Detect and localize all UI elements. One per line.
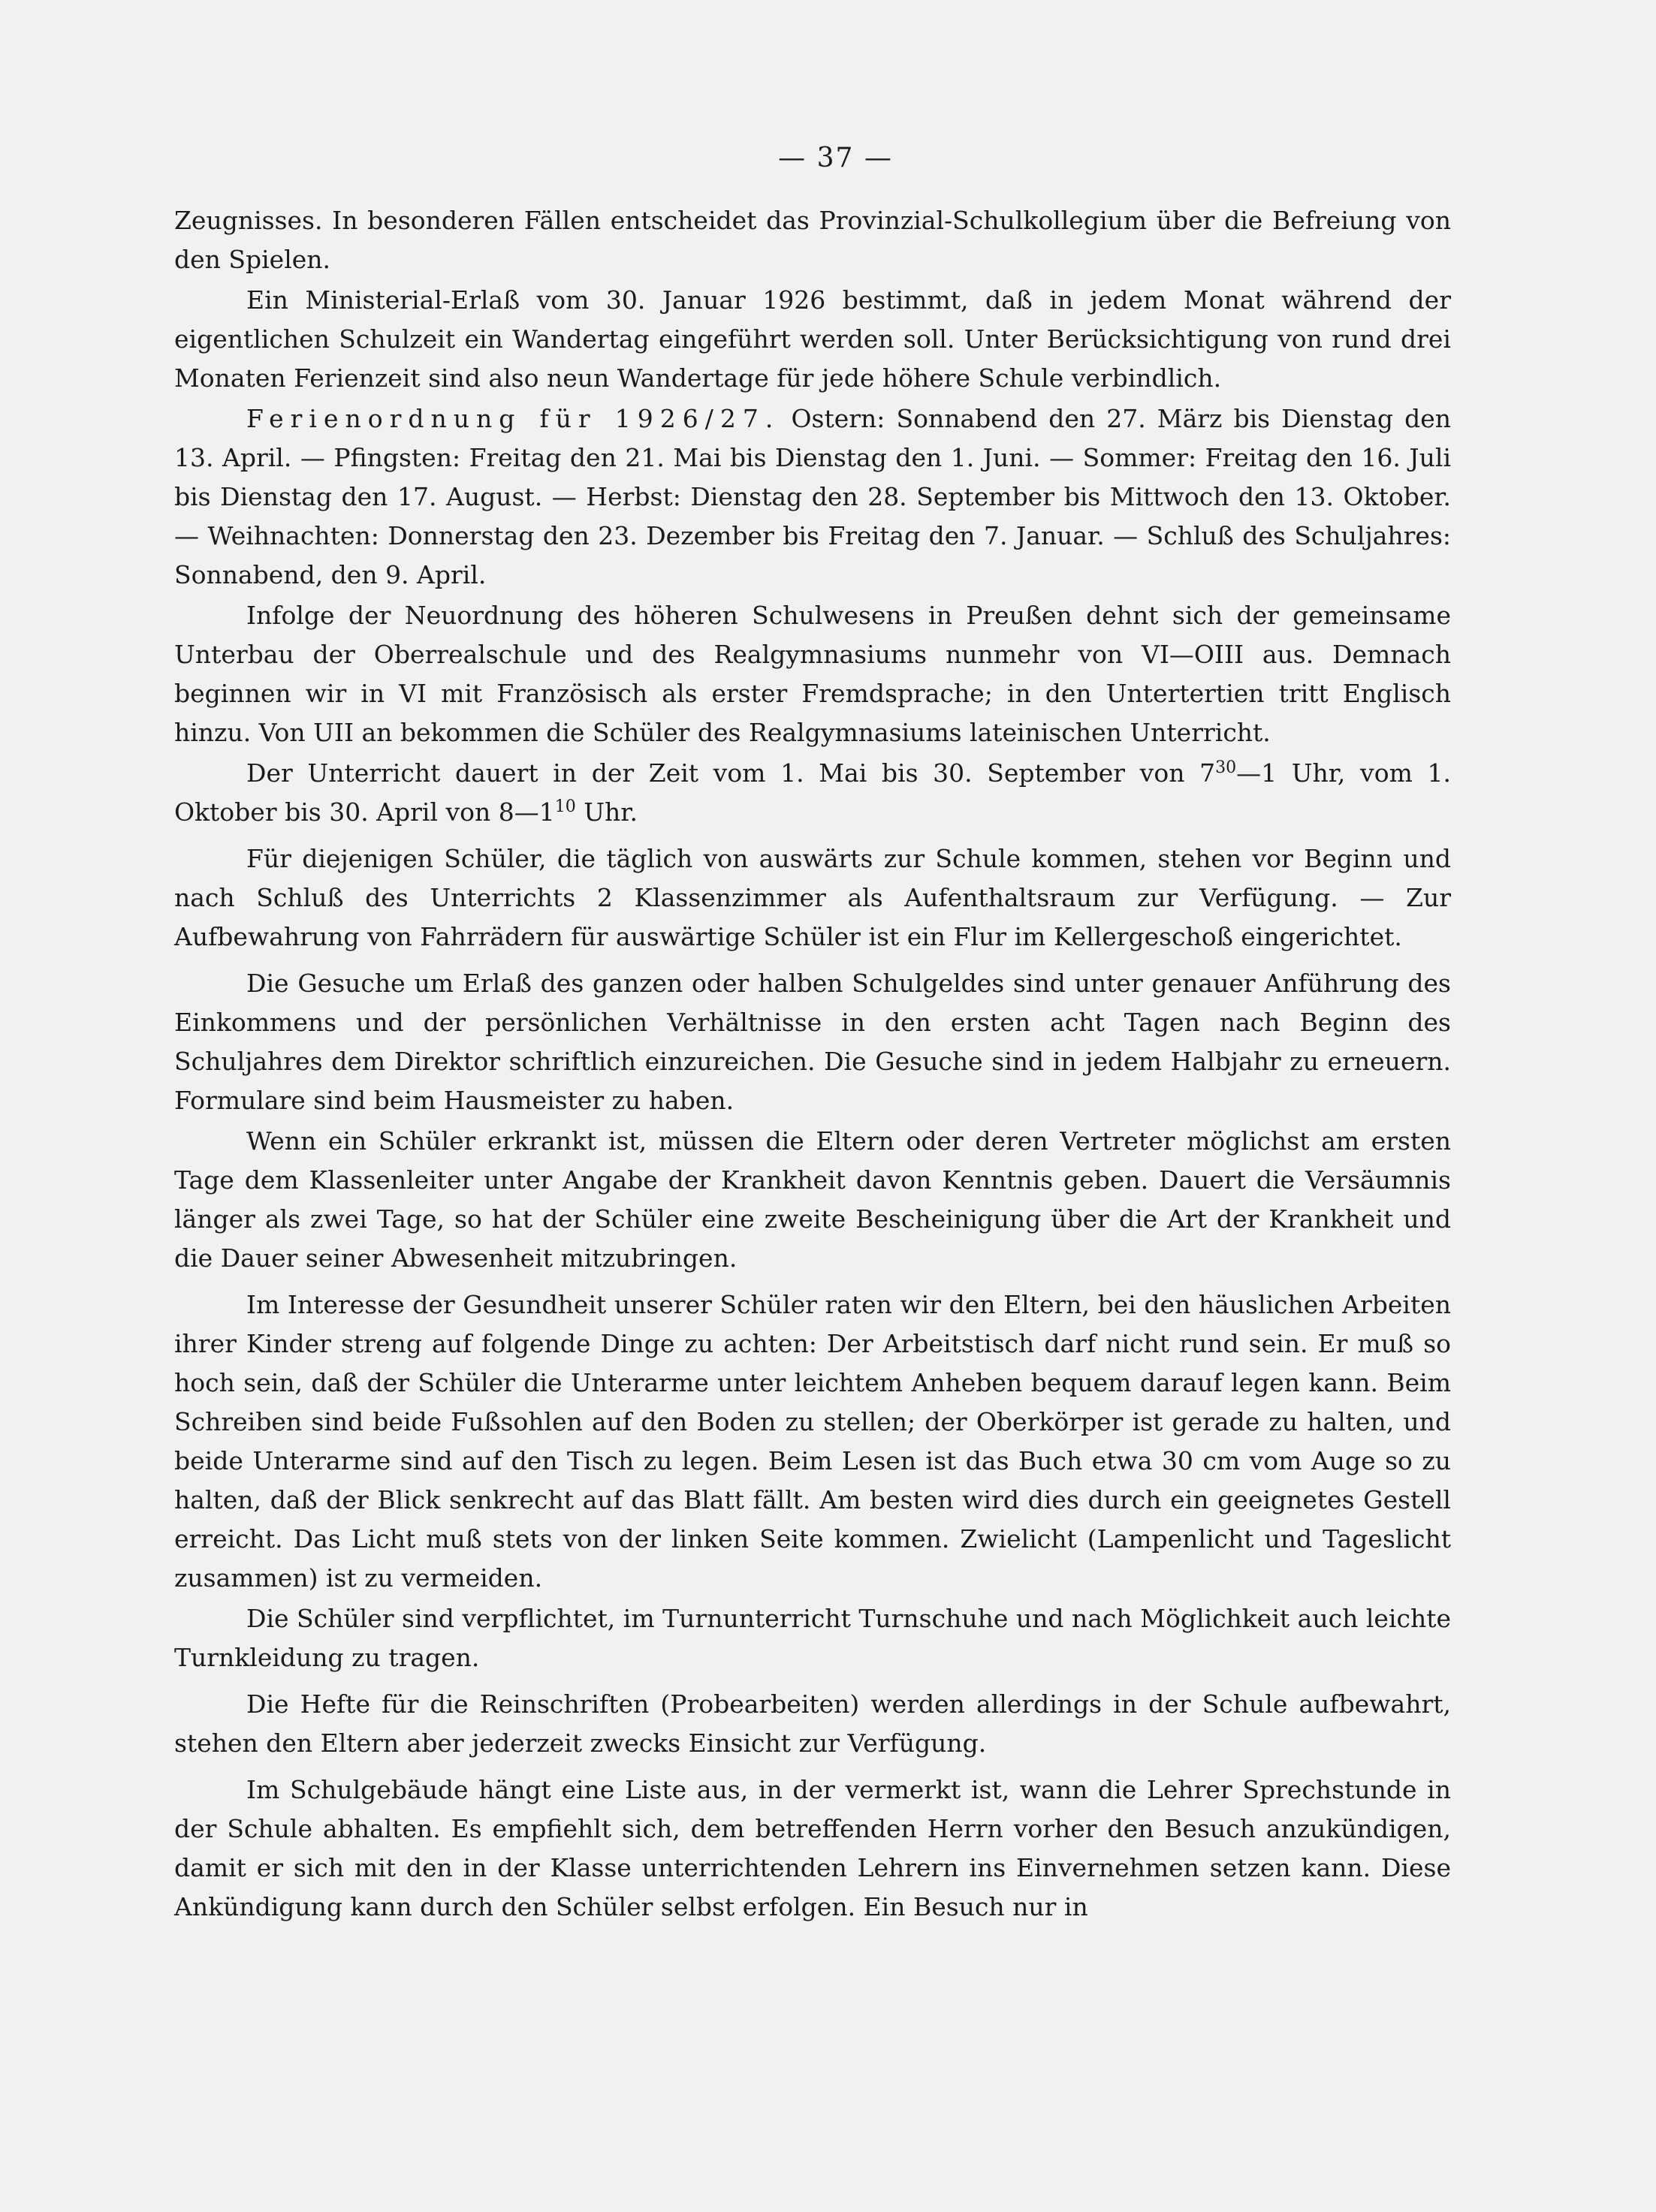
- paragraph-hefte: Die Hefte für die Reinschriften (Probearbeiten) werden allerdings in der Schule aufbewahrt, stehen den Eltern aber jederzeit zwecks Einsicht zur Verfügung.: [174, 1689, 1451, 1758]
- ferienordnung-heading: Ferienordnung für 1926/27.: [246, 404, 780, 433]
- paragraph-sprechstunde: Im Schulgebäude hängt eine Liste aus, in der vermerkt ist, wann die Lehrer Sprechstunde in der Schule abhalten. Es empfiehlt sich, dem betreffenden Herrn vorher den Besuch anzukündigen, damit er sich mit den in der Klasse unterrichtenden Lehrern ins Einvernehmen setzen kann. Diese Ankündigung kann durch den Schüler selbst erfolgen. Ein Besuch nur in: [174, 1775, 1451, 1921]
- paragraph-neuordnung: Infolge der Neuordnung des höheren Schulwesens in Preußen dehnt sich der gemeinsame Unterbau der Oberrealschule und des Realgymnasiums nunmehr von VI—OIII aus. Demnach beginnen wir in VI mit Französisch als erster Fremdsprache; in den Untertertien tritt Englisch hinzu. Von UII an bekommen die Schüler des Realgymnasiums lateinischen Unterricht.: [174, 601, 1451, 747]
- paragraph-spiele: Zeugnisses. In besonderen Fällen entscheidet das Provinzial-Schulkollegium über die Befreiung von den Spielen.: [174, 206, 1451, 274]
- paragraph-ferienordnung: [174, 399, 1451, 595]
- unterrichtszeit-part-3: Uhr.: [575, 797, 638, 827]
- paragraph-schulgeld: Die Gesuche um Erlaß des ganzen oder halben Schulgeldes sind unter genauer Anführung des Einkommens und der persönlichen Verhältnisse in den ersten acht Tagen nach Beginn des Schuljahres dem Direktor schriftlich einzureichen. Die Gesuche sind in jedem Halbjahr zu erneuern. Formulare sind beim Hausmeister zu haben.: [174, 969, 1451, 1115]
- unterrichtszeit-sup-2: 10: [554, 797, 576, 816]
- paragraph-unterrichtszeit: [174, 754, 1451, 832]
- page-number: — 37 —: [778, 143, 893, 173]
- paragraph-turnunterricht: Die Schüler sind verpflichtet, im Turnunterricht Turnschuhe und nach Möglichkeit auch leichte Turnkleidung zu tragen.: [174, 1604, 1451, 1672]
- paragraph-krankheit: Wenn ein Schüler erkrankt ist, müssen die Eltern oder deren Vertreter möglichst am ersten Tage dem Klassenleiter unter Angabe der Krankheit davon Kenntnis geben. Dauert die Versäumnis länger als zwei Tage, so hat der Schüler eine zweite Bescheinigung über die Art der Krankheit und die Dauer seiner Abwesenheit mitzubringen.: [174, 1126, 1451, 1273]
- paragraph-gesundheit: Im Interesse der Gesundheit unserer Schüler raten wir den Eltern, bei den häuslichen Arbeiten ihrer Kinder streng auf folgende Dinge zu achten: Der Arbeitstisch darf nicht rund sein. Er muß so hoch sein, daß der Schüler die Unterarme unter leichtem Anheben bequem darauf legen kann. Beim Schreiben sind beide Fußsohlen auf den Boden zu stellen; der Oberkörper ist gerade zu halten, und beide Unterarme sind auf den Tisch zu legen. Beim Lesen ist das Buch etwa 30 cm vom Auge so zu halten, daß der Blick senkrecht auf das Blatt fällt. Am besten wird dies durch ein geeignetes Gestell erreicht. Das Licht muß stets von der linken Seite kommen. Zwielicht (Lampenlicht und Tageslicht zusammen) ist zu vermeiden.: [174, 1290, 1451, 1593]
- ferienordnung-body: Ostern: Sonnabend den 27. März bis Dienstag den 13. April. — Pfingsten: Freitag den 21. Mai bis Dienstag den 1. Juni. — Sommer: Freitag den 16. Juli bis Dienstag den 17. August. — Herbst: Dienstag den 28. September bis Mittwoch den 13. Oktober. — Weihnachten: Donnerstag den 23. Dezember bis Freitag den 7. Januar. — Schluß des Schuljahres: Sonnabend, den 9. April.: [174, 404, 1451, 589]
- paragraph-wandertag: Ein Ministerial-Erlaß vom 30. Januar 1926 bestimmt, daß in jedem Monat während der eigentlichen Schulzeit ein Wandertag eingeführt werden soll. Unter Berücksichtigung von rund drei Monaten Ferienzeit sind also neun Wandertage für jede höhere Schule verbindlich.: [174, 285, 1451, 393]
- paragraph-auswaertige-schueler: Für diejenigen Schüler, die täglich von auswärts zur Schule kommen, stehen vor Beginn und nach Schluß des Unterrichts 2 Klassenzimmer als Aufenthaltsraum zur Verfügung. — Zur Aufbewahrung von Fahrrädern für auswärtige Schüler ist ein Flur im Kellergeschoß eingerichtet.: [174, 844, 1451, 951]
- unterrichtszeit-part-1: Der Unterricht dauert in der Zeit vom 1. Mai bis 30. September von 7: [246, 758, 1216, 788]
- unterrichtszeit-sup-1: 30: [1215, 758, 1237, 777]
- unterrichtszeit-part-2: —1 Uhr, vom 1. Oktober bis 30. April von 8—1: [174, 758, 1451, 827]
- body-text: [174, 201, 1451, 1928]
